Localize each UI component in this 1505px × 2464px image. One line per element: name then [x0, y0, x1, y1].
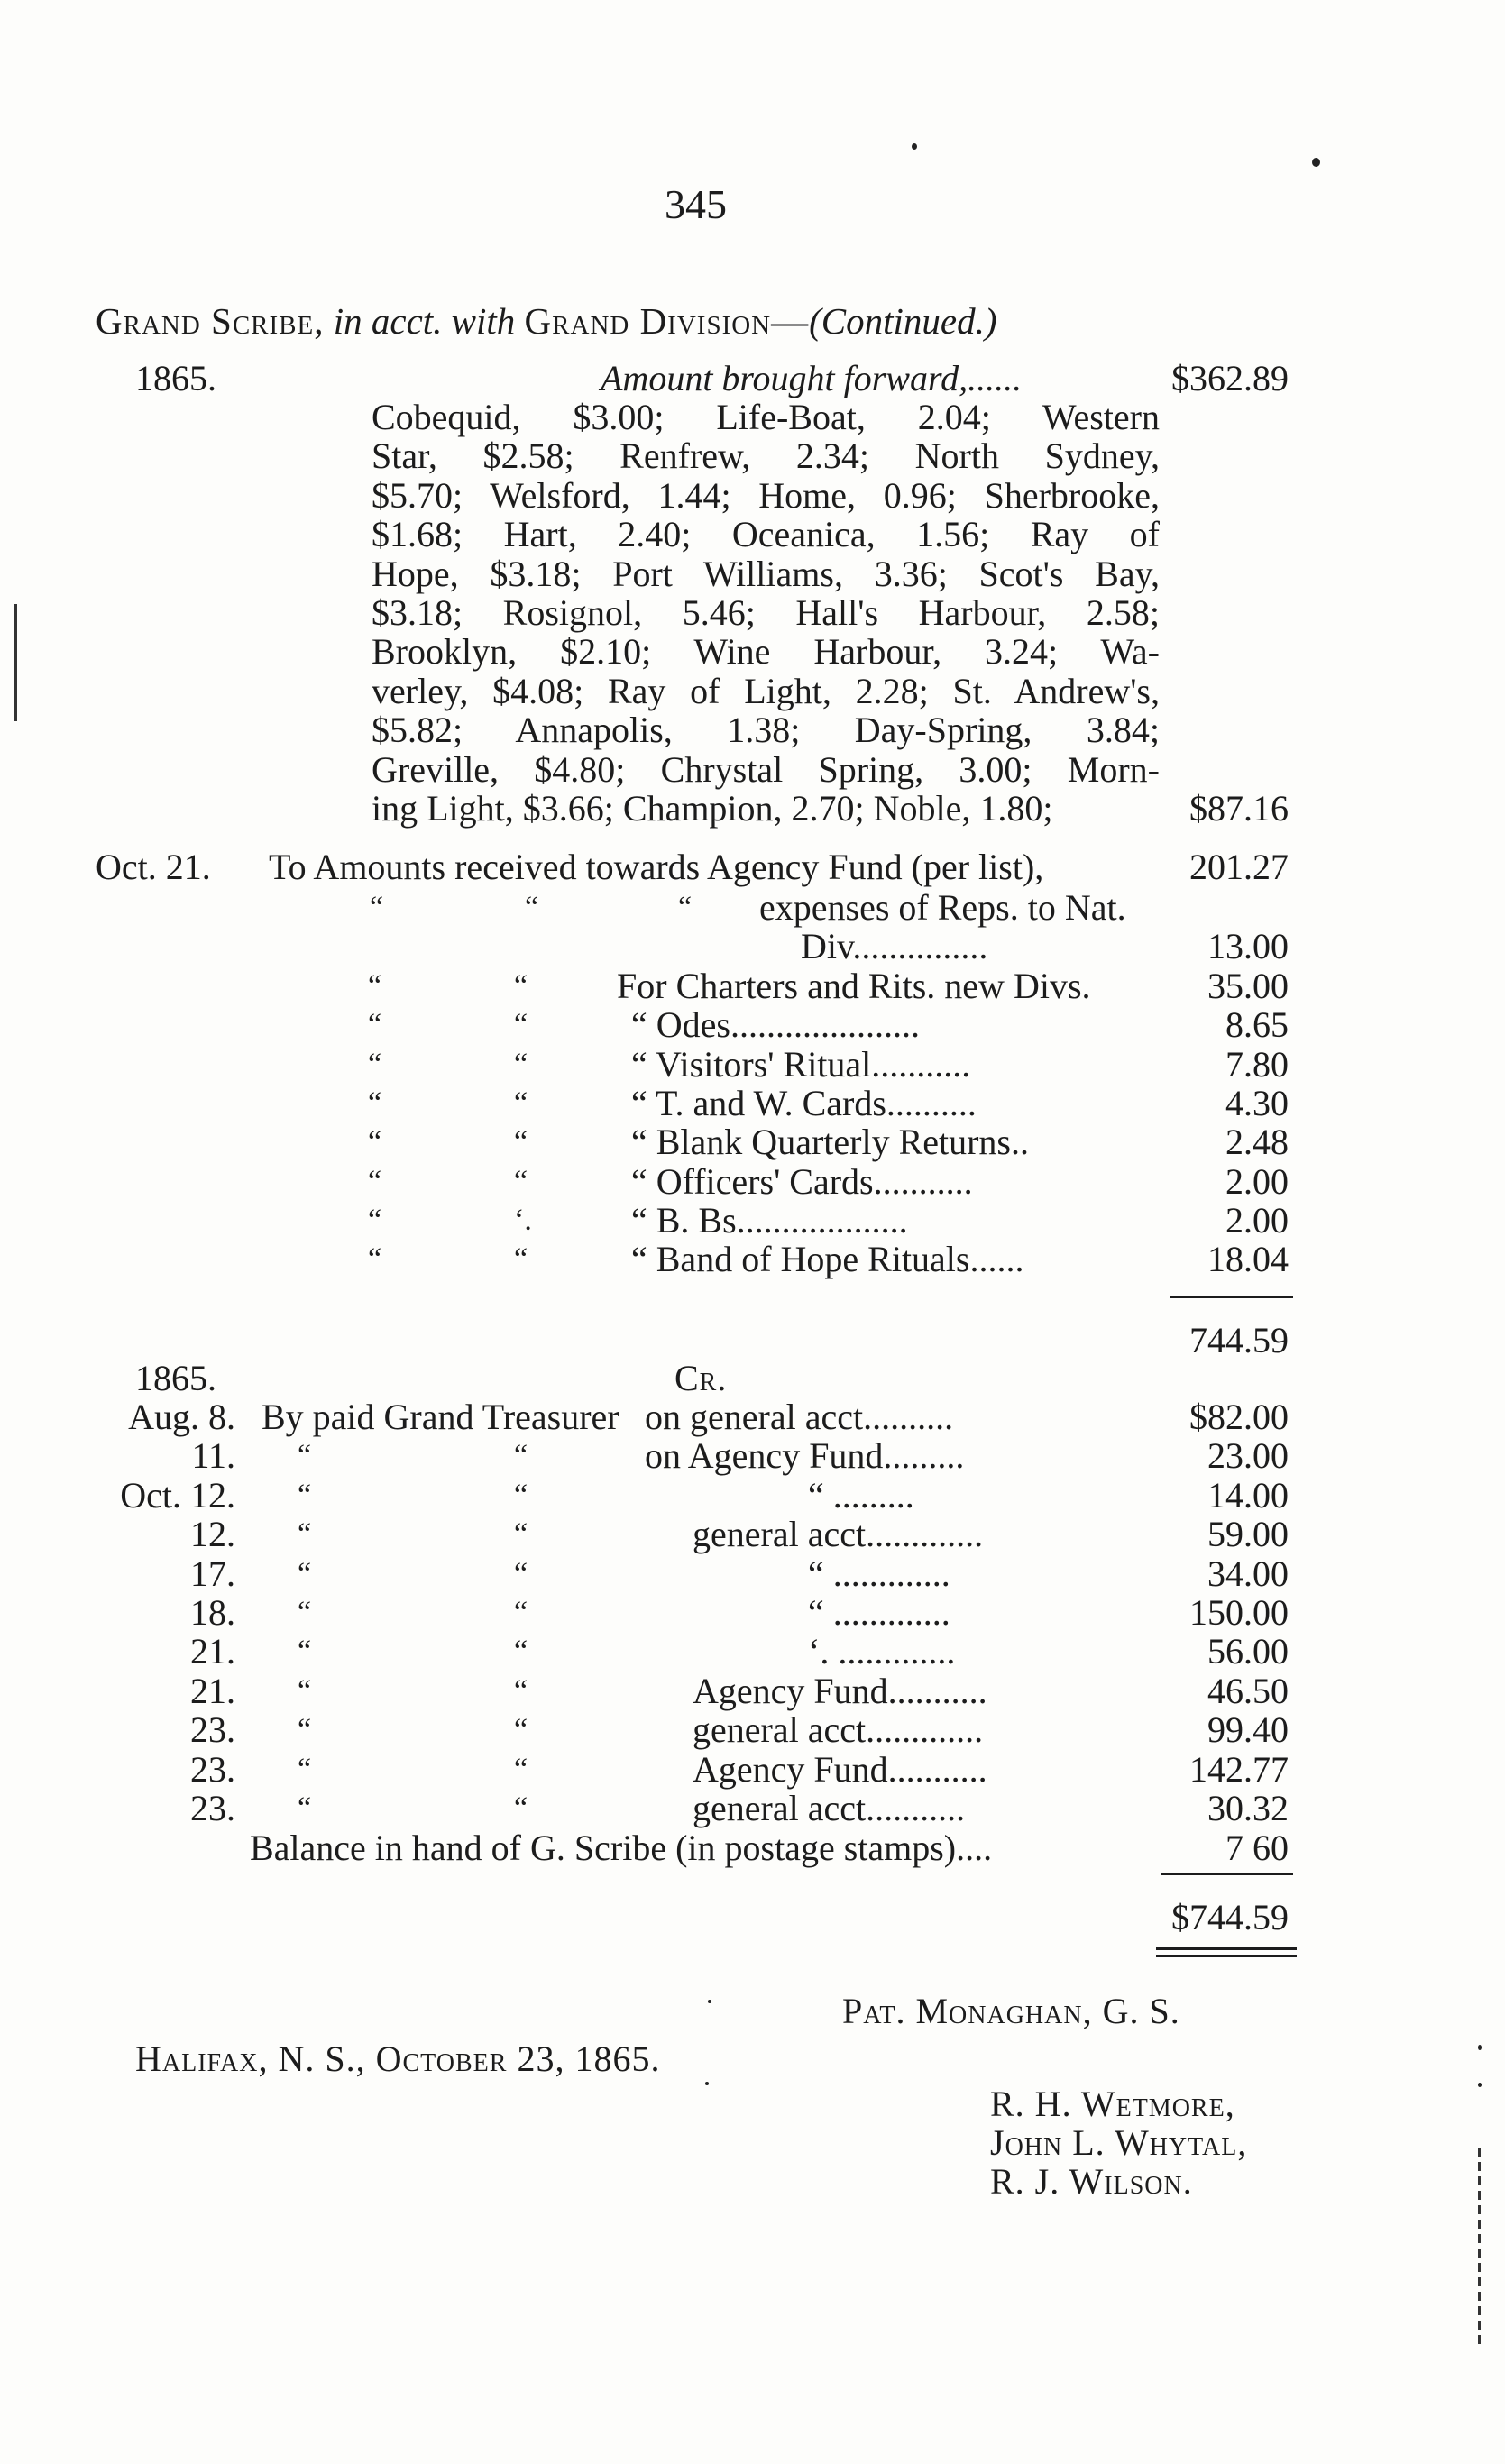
margin-mark — [14, 604, 17, 721]
heading-part-4: (Continued.) — [809, 300, 997, 342]
ditto-mark: “ — [514, 1085, 528, 1120]
ditto-mark: “ — [298, 1556, 312, 1590]
scan-speck — [1478, 2045, 1482, 2050]
ditto-mark: “ — [368, 1203, 382, 1237]
debit-item-label: “ Blank Quarterly Returns.. — [631, 1122, 1029, 1163]
scan-speck — [1478, 2083, 1482, 2087]
credit-date: 21. — [190, 1670, 235, 1711]
ditto-mark: “ — [298, 1752, 312, 1786]
scan-speck — [705, 2082, 709, 2085]
credit-description: general acct............. — [693, 1709, 984, 1751]
credit-description-prefix: By paid Grand Treasurer — [262, 1397, 619, 1437]
ditto-mark: “ — [298, 1791, 312, 1825]
credit-date: 11. — [191, 1435, 235, 1477]
credit-amount: 34.00 — [1207, 1553, 1289, 1594]
debit-item-label: “ T. and W. Cards.......... — [631, 1082, 977, 1123]
paragraph-line: $3.18; Rosignol, 5.46; Hall's Harbour, 2.58; — [372, 592, 1160, 633]
ditto-mark: “ — [298, 1713, 312, 1747]
credit-description: ‘. ............. — [808, 1631, 956, 1672]
debit-total: 744.59 — [1189, 1320, 1289, 1360]
auditor-2: John L. Whytal, — [990, 2122, 1248, 2163]
ditto-mark: “ — [298, 1478, 312, 1512]
oct-date: Oct. 21. — [96, 847, 211, 887]
ditto-mark: “ — [514, 1242, 528, 1277]
debit-item-label: “ Odes..................... — [631, 1004, 920, 1046]
debit-item-amount: 18.04 — [1207, 1239, 1289, 1280]
balance-label: Balance in hand of G. Scribe (in postage stamps).... — [250, 1827, 993, 1868]
auditor-1: R. H. Wetmore, — [990, 2084, 1235, 2124]
heading-part-1: Grand Scribe, — [96, 300, 325, 342]
ditto-mark: “ — [514, 1713, 528, 1747]
page-number: 345 — [665, 181, 727, 227]
ditto-mark: “ — [514, 1047, 528, 1081]
heading-part-2: in acct. with — [333, 300, 516, 342]
ditto-mark: “ — [368, 1047, 382, 1081]
ditto-mark: ‘. — [514, 1203, 532, 1237]
margin-mark — [1478, 2148, 1481, 2346]
paragraph-line: $1.68; Hart, 2.40; Oceanica, 1.56; Ray of — [372, 514, 1160, 555]
debit-item-amount: 2.00 — [1225, 1199, 1289, 1241]
credit-date: Oct. 12. — [120, 1474, 235, 1516]
debit-item-amount: 35.00 — [1207, 966, 1289, 1006]
credit-description: “ ............. — [808, 1553, 950, 1594]
ditto-mark: “ — [514, 1164, 528, 1198]
brought-forward-amount: $362.89 — [1171, 358, 1289, 398]
credit-amount: 56.00 — [1207, 1631, 1289, 1672]
credit-amount: 30.32 — [1207, 1788, 1289, 1828]
ditto-mark: “ — [298, 1439, 312, 1473]
ditto-mark: “ — [514, 1478, 528, 1512]
auditor-3: R. J. Wilson. — [990, 2161, 1193, 2202]
paragraph-line: $5.70; Welsford, 1.44; Home, 0.96; Sherbrooke, — [372, 474, 1160, 516]
credit-amount: $82.00 — [1189, 1397, 1289, 1437]
debit-total-rule — [1170, 1296, 1293, 1298]
ditto-mark: “ — [514, 1635, 528, 1669]
credit-amount: 14.00 — [1207, 1474, 1289, 1516]
debit-item-amount: 2.00 — [1225, 1160, 1289, 1202]
credit-amount: 59.00 — [1207, 1514, 1289, 1555]
debit-item-amount: 7.80 — [1225, 1043, 1289, 1085]
credit-date: 18. — [190, 1592, 235, 1633]
scan-speck — [1312, 158, 1320, 167]
credit-description: Agency Fund........... — [693, 1670, 987, 1711]
credit-date: 21. — [190, 1631, 235, 1672]
ditto-mark: “ — [514, 1517, 528, 1552]
ditto-mark: “ — [368, 969, 382, 1003]
ditto-mark: “ — [368, 1242, 382, 1277]
paragraph-line: Greville, $4.80; Chrystal Spring, 3.00; Morn- — [372, 748, 1160, 790]
credit-total: $744.59 — [1171, 1897, 1289, 1937]
credit-date: 23. — [190, 1788, 235, 1828]
credit-amount: 150.00 — [1189, 1592, 1289, 1633]
credit-amount: 99.40 — [1207, 1709, 1289, 1751]
paragraph-line: Brooklyn, $2.10; Wine Harbour, 3.24; Wa- — [372, 631, 1160, 673]
ditto-mark: “ — [514, 1439, 528, 1473]
paragraph-line: verley, $4.08; Ray of Light, 2.28; St. Andrew's, — [372, 670, 1160, 711]
ditto-mark: “ — [514, 1596, 528, 1629]
ditto-mark: “ — [298, 1596, 312, 1629]
ditto-mark: “ — [514, 1008, 528, 1042]
debit-item-amount: 8.65 — [1225, 1004, 1289, 1046]
debit-item-amount: 2.48 — [1225, 1122, 1289, 1163]
scan-speck — [912, 143, 917, 150]
credit-date: 17. — [190, 1553, 235, 1594]
credit-total-rule-double-1 — [1156, 1947, 1297, 1950]
ditto-mark: “ — [368, 1125, 382, 1159]
ditto-mark: “ — [298, 1673, 312, 1708]
ditto-mark: “ — [370, 891, 384, 924]
credit-date: 23. — [190, 1709, 235, 1751]
credit-amount: 23.00 — [1207, 1435, 1289, 1477]
credit-total-rule-top — [1161, 1873, 1293, 1875]
account-heading — [96, 302, 997, 341]
credit-description: on general acct.......... — [645, 1397, 954, 1437]
ditto-mark: “ — [368, 1008, 382, 1042]
debit-item-amount: 4.30 — [1225, 1082, 1289, 1123]
credit-description: “ ............. — [808, 1592, 950, 1633]
debit-item-label: For Charters and Rits. new Divs. — [617, 966, 1091, 1006]
ditto-mark: “ — [368, 1085, 382, 1120]
credit-description: general acct............. — [693, 1514, 984, 1555]
heading-part-3: Grand Division— — [524, 300, 810, 342]
ditto-mark: “ — [678, 891, 693, 924]
paragraph-line: Cobequid, $3.00; Life-Boat, 2.04; Western — [372, 397, 1160, 437]
place-and-date: Halifax, N. S., October 23, 1865. — [135, 2038, 661, 2079]
ditto-mark: “ — [514, 1125, 528, 1159]
credit-date: Aug. 8. — [128, 1397, 235, 1437]
agency-fund-amount: 201.27 — [1189, 847, 1289, 887]
ditto-mark: “ — [514, 1556, 528, 1590]
paragraph-line: Star, $2.58; Renfrew, 2.34; North Sydney, — [372, 435, 1160, 477]
grand-scribe-signature: Pat. Monaghan, G. S. — [842, 1991, 1180, 2031]
balance-amount: 7 60 — [1225, 1827, 1289, 1868]
debit-item-label: “ Visitors' Ritual........... — [631, 1043, 971, 1085]
paragraph-line: $5.82; Annapolis, 1.38; Day-Spring, 3.84; — [372, 710, 1160, 751]
ditto-mark: “ — [514, 1673, 528, 1708]
paragraph-line: ing Light, $3.66; Champion, 2.70; Noble, 1.80; — [372, 788, 1053, 829]
credit-year: 1865. — [135, 1358, 216, 1398]
ditto-mark: “ — [368, 1164, 382, 1198]
agency-fund-line: To Amounts received towards Agency Fund (per list), — [269, 847, 1044, 887]
ditto-mark: “ — [514, 1752, 528, 1786]
credit-description: on Agency Fund......... — [645, 1435, 965, 1477]
ditto-mark: “ — [525, 891, 539, 924]
reps-expenses-line: expenses of Reps. to Nat. — [759, 887, 1126, 928]
paragraph-total: $87.16 — [1189, 788, 1289, 829]
debit-year: 1865. — [135, 358, 216, 398]
debit-item-label: “ Officers' Cards........... — [631, 1160, 973, 1202]
reps-expenses-amount: 13.00 — [1207, 926, 1289, 966]
credit-date: 23. — [190, 1748, 235, 1790]
debit-item-label: “ B. Bs................... — [631, 1199, 908, 1241]
credit-description: general acct........... — [693, 1788, 966, 1828]
brought-forward-label: Amount brought forward,...... — [601, 358, 1023, 398]
credit-total-rule-double-2 — [1156, 1955, 1297, 1957]
ditto-mark: “ — [298, 1517, 312, 1552]
credit-amount: 46.50 — [1207, 1670, 1289, 1711]
ditto-mark: “ — [514, 1791, 528, 1825]
credit-description: Agency Fund........... — [693, 1748, 987, 1790]
credit-label: Cr. — [674, 1358, 728, 1398]
ditto-mark: “ — [298, 1635, 312, 1669]
reps-expenses-line-2: Div............... — [801, 926, 988, 966]
ditto-mark: “ — [514, 969, 528, 1003]
debit-item-label: “ Band of Hope Rituals...... — [631, 1239, 1024, 1280]
credit-description: “ ......... — [808, 1474, 914, 1516]
credit-date: 12. — [190, 1514, 235, 1555]
credit-amount: 142.77 — [1189, 1748, 1289, 1790]
paragraph-line: Hope, $3.18; Port Williams, 3.36; Scot's Bay, — [372, 553, 1160, 594]
scan-speck — [708, 2000, 711, 2003]
